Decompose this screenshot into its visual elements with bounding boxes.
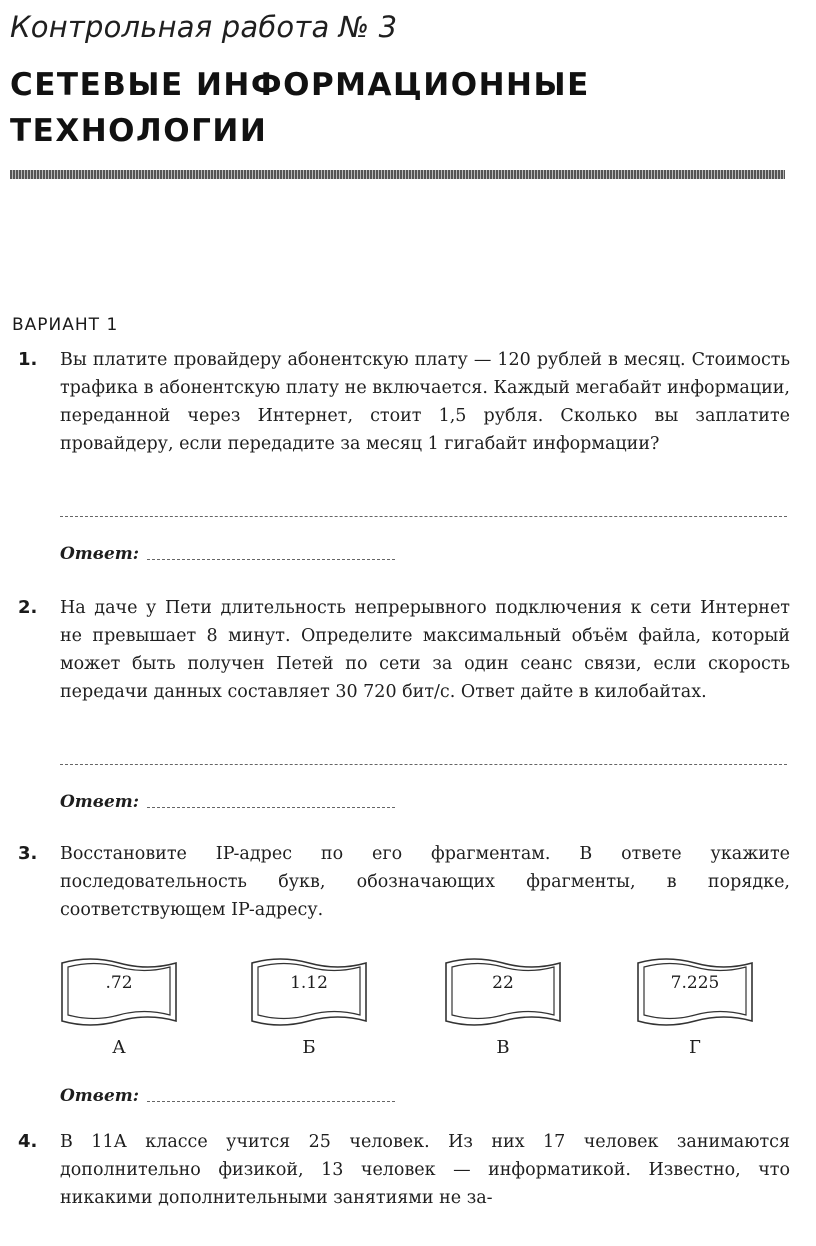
answer-field[interactable] xyxy=(147,807,395,808)
task-4-text: В 11А классе учится 25 человек. Из них 17 человек занимаются дополнительно физикой, 13 человек — информатикой. Известно, что никакими дополнительными занятиями не за- xyxy=(60,1132,790,1208)
fragment-card-g xyxy=(636,955,754,1058)
fragment-card-b xyxy=(250,955,368,1058)
task-2 xyxy=(18,594,790,706)
fragment-value: 1.12 xyxy=(290,973,328,993)
task-3 xyxy=(18,840,790,924)
task-3-number: 3. xyxy=(18,843,38,864)
task-1-text: Вы платите провайдеру абонентскую плату — 120 рублей в месяц. Стоимость трафика в абонентскую плату не включается. Каждый мегабайт информации, переданной через Интернет, стоит 1,5 рубля. Сколько вы заплатите провайдеру, если передадите за месяц 1 гигабайт информации? xyxy=(60,350,790,454)
answer-label: Ответ: xyxy=(60,792,140,812)
fragment-card-a xyxy=(60,955,178,1058)
task-4-number: 4. xyxy=(18,1131,38,1152)
task-3-answer xyxy=(60,1082,395,1106)
page-subtitle: Контрольная работа № 3 xyxy=(10,10,398,44)
fragment-letter: А xyxy=(112,1037,126,1058)
task-3-text: Восстановите IP-адрес по его фрагментам. В ответе укажите последовательность букв, обозначающих фрагменты, в порядке, соответствующем IP-адресу. xyxy=(60,844,790,920)
task-2-number: 2. xyxy=(18,597,38,618)
task-2-text: На даче у Пети длительность непрерывного подключения к сети Интернет не превышает 8 минут. Определите максимальный объём файла, который может быть получен Петей по сети за один сеанс связи, если скорость передачи данных составляет 30 720 бит/с. Ответ дайте в килобайтах. xyxy=(60,598,790,702)
task-1 xyxy=(18,346,790,458)
fragment-value: .72 xyxy=(105,973,133,993)
answer-field[interactable] xyxy=(147,559,395,560)
fragment-value: 7.225 xyxy=(670,973,720,993)
title-divider xyxy=(10,170,785,179)
answer-label: Ответ: xyxy=(60,544,140,564)
fragment-letter: Б xyxy=(302,1037,316,1058)
answer-label: Ответ: xyxy=(60,1086,140,1106)
task-1-answer xyxy=(60,540,395,564)
fragment-card-v xyxy=(444,955,562,1058)
page-title: СЕТЕВЫЕ ИНФОРМАЦИОННЫЕ ТЕХНОЛОГИИ xyxy=(10,67,590,149)
fragment-letter: В xyxy=(496,1037,510,1058)
answer-field[interactable] xyxy=(147,1101,395,1102)
fragment-letter: Г xyxy=(689,1037,701,1058)
fragment-value: 22 xyxy=(492,973,514,993)
task-2-answer xyxy=(60,788,395,812)
task-1-work-line xyxy=(60,516,787,517)
task-1-number: 1. xyxy=(18,349,38,370)
variant-label: ВАРИАНТ 1 xyxy=(12,315,119,335)
task-2-work-line xyxy=(60,764,787,765)
task-4 xyxy=(18,1128,790,1212)
